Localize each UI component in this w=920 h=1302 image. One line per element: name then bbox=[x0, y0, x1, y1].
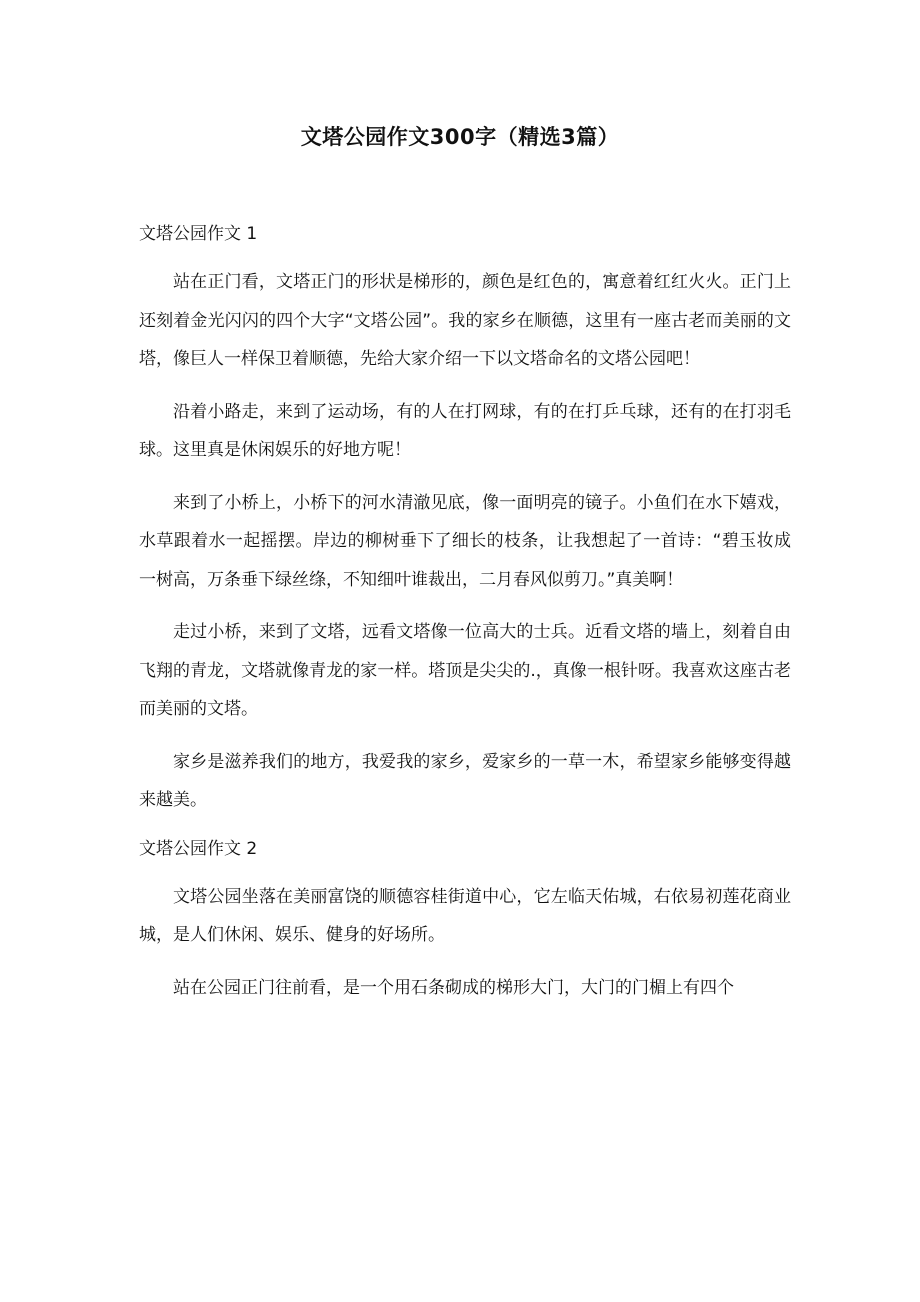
essay-1-heading: 文塔公园作文 1 bbox=[139, 224, 258, 244]
essay-2-paragraph-1: 文塔公园坐落在美丽富饶的顺德容桂街道中心，它左临天佑城，右依易初莲花商业城，是人们休闲、娱乐、健身的好场所。 bbox=[139, 886, 791, 945]
essay-1-paragraph-2: 沿着小路走，来到了运动场，有的人在打网球，有的在打乒乓球，还有的在打羽毛球。这里真是休闲娱乐的好地方呢！ bbox=[139, 401, 791, 460]
essay-1-paragraph-5: 家乡是滋养我们的地方，我爱我的家乡，爱家乡的一草一木，希望家乡能够变得越来越美。 bbox=[139, 751, 791, 810]
essay-1-paragraph-3: 来到了小桥上，小桥下的河水清澈见底，像一面明亮的镜子。小鱼们在水下嬉戏，水草跟着水一起摇摆。岸边的柳树垂下了细长的枝条，让我想起了一首诗：“碧玉妆成一树高，万条垂下绿丝绦，不知细叶谁裁出，二月春风似剪刀。”真美啊！ bbox=[139, 492, 791, 590]
essay-2-paragraph-2: 站在公园正门往前看，是一个用石条砌成的梯形大门，大门的门楣上有四个 bbox=[173, 977, 734, 998]
document-title: 文塔公园作文300字（精选3篇） bbox=[300, 125, 620, 149]
essay-1-paragraph-1: 站在正门看，文塔正门的形状是梯形的，颜色是红色的，寓意着红红火火。正门上还刻着金光闪闪的四个大字“文塔公园”。我的家乡在顺德，这里有一座古老而美丽的文塔，像巨人一样保卫着顺德，先给大家介绍一下以文塔命名的文塔公园吧！ bbox=[139, 272, 791, 369]
essay-2-heading: 文塔公园作文 2 bbox=[139, 838, 258, 859]
essay-1-paragraph-4: 走过小桥，来到了文塔，远看文塔像一位高大的士兵。近看文塔的墙上，刻着自由飞翔的青龙，文塔就像青龙的家一样。塔顶是尖尖的.，真像一根针呀。我喜欢这座古老而美丽的文塔。 bbox=[139, 622, 791, 719]
document-body bbox=[139, 215, 791, 1007]
